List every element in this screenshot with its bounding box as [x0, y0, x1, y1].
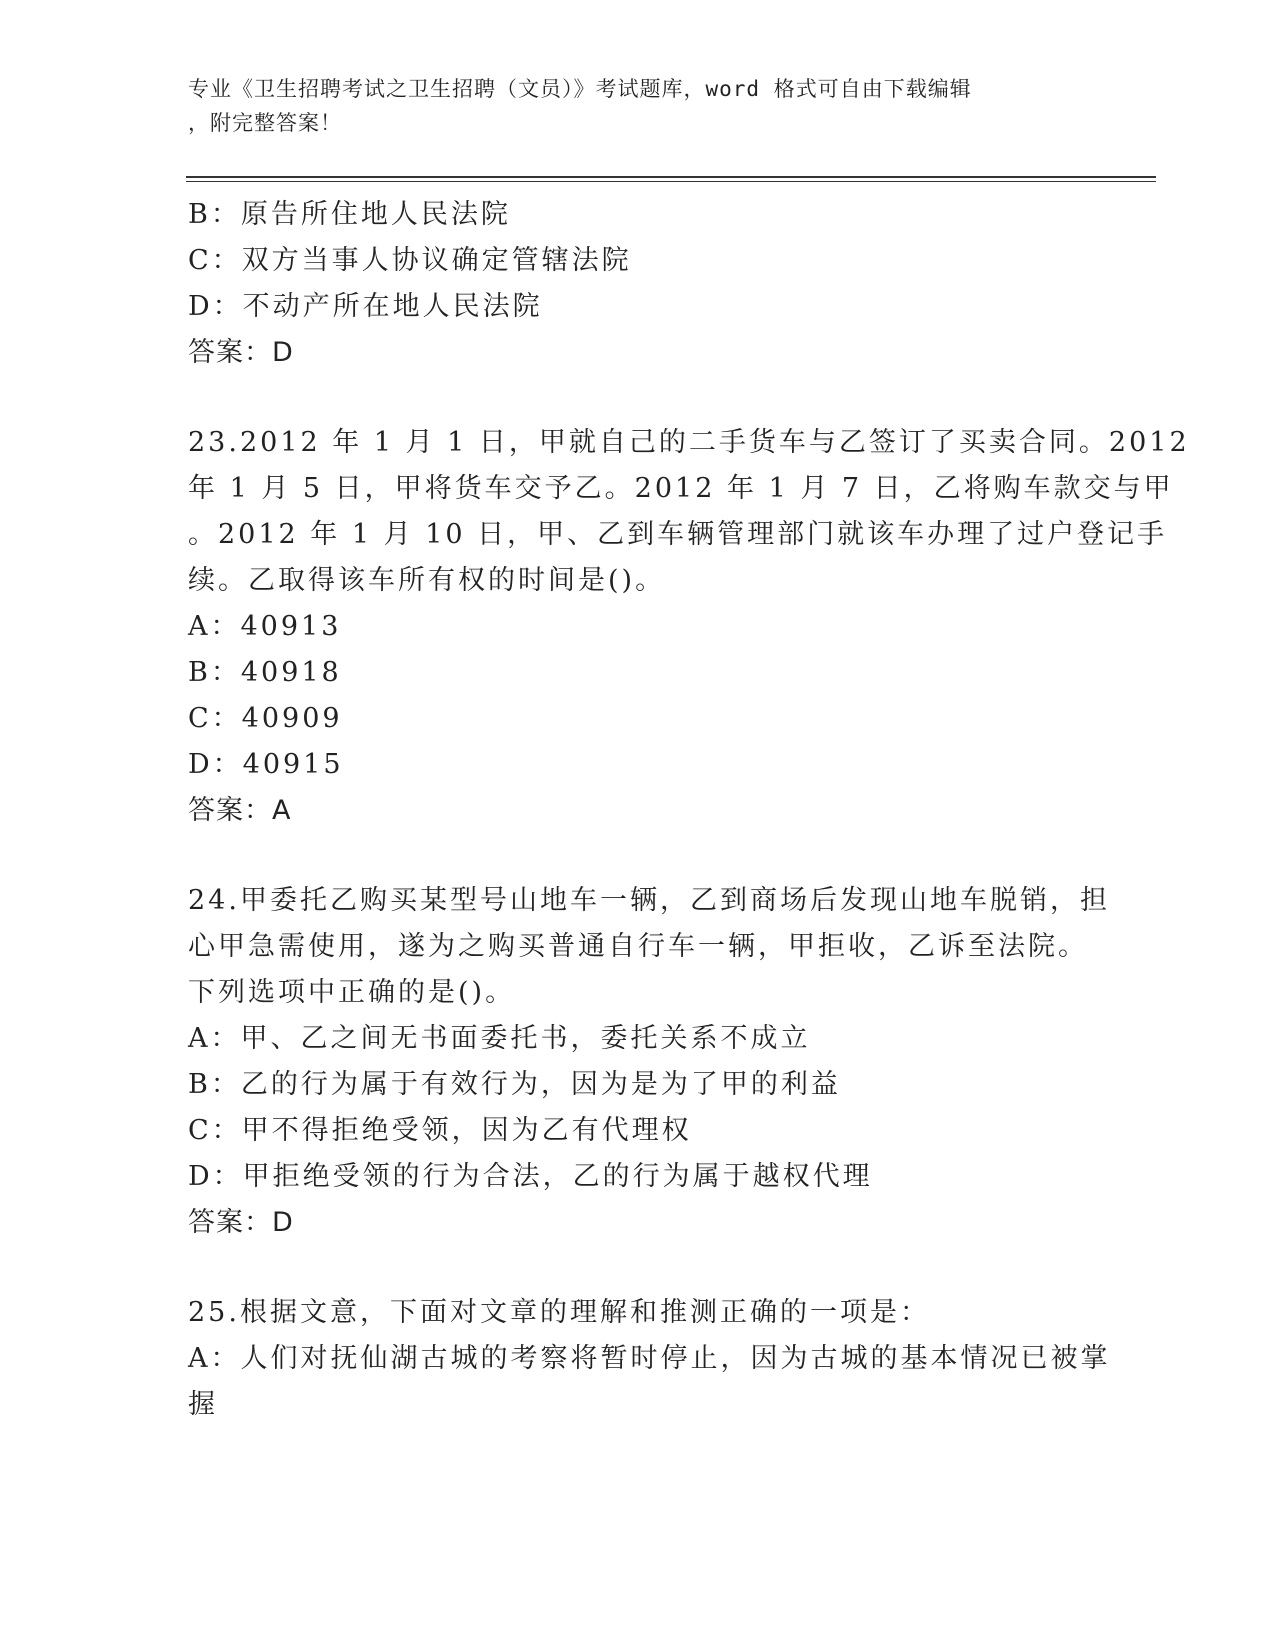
question-stem-line: 。2012 年 1 月 10 日，甲、乙到车辆管理部门就该车办理了过户登记手: [188, 519, 1168, 550]
question-stem-line: 年 1 月 5 日，甲将货车交予乙。2012 年 1 月 7 日，乙将购车款交与甲: [188, 473, 1174, 504]
question-stem-line: 下列选项中正确的是()。: [188, 977, 516, 1008]
option-a-continued: 握: [188, 1389, 218, 1420]
question-stem-line: 25.根据文意，下面对文章的理解和推测正确的一项是：: [188, 1297, 930, 1328]
header-line-1: 专业《卫生招聘考试之卫生招聘（文员）》考试题库，word 格式可自由下载编辑: [188, 77, 972, 101]
header-divider-thick: [186, 176, 1156, 178]
option-a: A：人们对抚仙湖古城的考察将暂时停止，因为古城的基本情况已被掌: [188, 1343, 1111, 1374]
option-d: D：不动产所在地人民法院: [188, 291, 543, 322]
option-a: A：40913: [188, 611, 342, 642]
question-stem-line: 24.甲委托乙购买某型号山地车一辆，乙到商场后发现山地车脱销，担: [188, 885, 1110, 916]
option-c: C：甲不得拒绝受领，因为乙有代理权: [188, 1115, 692, 1146]
question-list: [188, 192, 1190, 1428]
question-stem-line: 23.2012 年 1 月 1 日，甲就自己的二手货车与乙签订了买卖合同。2012: [188, 427, 1190, 458]
header-line-2: ，附完整答案！: [188, 111, 342, 135]
answer: 答案：D: [188, 1207, 294, 1238]
option-a: A：甲、乙之间无书面委托书，委托关系不成立: [188, 1023, 811, 1054]
answer: 答案：A: [188, 795, 292, 826]
question-stem-line: 心甲急需使用，遂为之购买普通自行车一辆，甲拒收，乙诉至法院。: [188, 931, 1088, 962]
question-23: [188, 420, 1190, 834]
option-d: D：甲拒绝受领的行为合法，乙的行为属于越权代理: [188, 1161, 873, 1192]
header-divider-thin: [186, 181, 1156, 182]
document-header: [188, 72, 1088, 140]
option-b: B：乙的行为属于有效行为，因为是为了甲的利益: [188, 1069, 841, 1100]
question-25: [188, 1290, 1111, 1428]
option-d: D：40915: [188, 749, 344, 780]
answer: 答案：D: [188, 337, 294, 368]
question-24: [188, 878, 1110, 1246]
option-c: C：40909: [188, 703, 343, 734]
option-b: B：原告所住地人民法院: [188, 199, 511, 230]
question-stem-line: 续。乙取得该车所有权的时间是()。: [188, 565, 666, 596]
option-c: C：双方当事人协议确定管辖法院: [188, 245, 632, 276]
question-22: [188, 192, 1088, 376]
option-b: B：40918: [188, 657, 342, 688]
